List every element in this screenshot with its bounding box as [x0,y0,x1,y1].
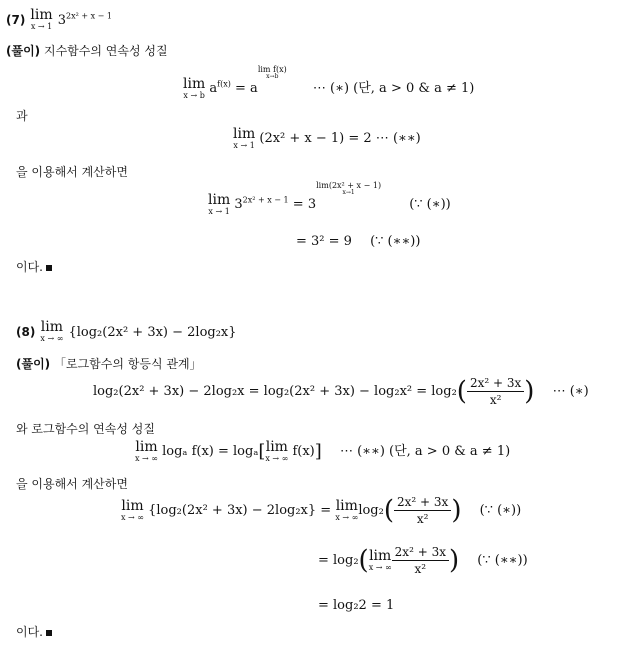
solution-title: 지수함수의 연속성 성질 [43,44,168,58]
problem-number: (8) [16,325,36,339]
equation-log-identity: log₂(2x² + 3x) − 2log₂x = log₂(2x² + 3x) − log₂x² = log₂( $\frac{\text{2x² + 3x}}{\text{x²}}$ ) ⋯ (∗) [93,376,589,407]
equation-compute-2: = 3² = 9 (∵ (∗∗)) [296,234,421,249]
problem-number: (7) [6,13,26,27]
connector-text: 와 로그함수의 연속성 성질 [16,422,155,436]
limit-operator: lim x → ∞ [40,319,64,343]
equation-exp-continuity: lim x → b $a^{f(x)} = a$ lim f(x) x→b ⋯ (∗) (단, a > 0 & a ≠ 1) [183,65,475,100]
solution-tag: (풀이) [16,357,51,371]
using-text: 을 이용해서 계산하면 [16,165,128,179]
equation-compute-1: lim x → ∞ {log₂(2x² + 3x) − 2log₂x} = lim x → ∞ log₂( $\frac{\text{2x² + 3x}}{\text{x²}}$ ) (∵ (∗)) [121,495,522,526]
solution-title: 「로그함수의 항등식 관계」 [53,357,202,371]
limit-expression: $3^{2x^2 + x - 1}$ [57,11,113,28]
equation-note: ⋯ (∗) (단, a > 0 & a ≠ 1) [312,81,475,96]
equation-log-continuity: lim x → ∞ logₐ f(x) = logₐ[ lim x → ∞ f(x)] ⋯ (∗∗) (단, a > 0 & a ≠ 1) [135,439,511,463]
solution-tag: (풀이) [6,44,41,58]
limit-expression: {log₂(2x² + 3x) − 2log₂x} [68,325,237,340]
end-statement: 이다. [16,258,52,275]
connector-text: 과 [16,109,28,123]
qed-square-icon [46,630,52,636]
problem-7-header [6,8,112,31]
qed-square-icon [46,265,52,271]
solution-7-heading [6,42,168,59]
limit-operator: lim x → 1 [30,7,53,31]
problem-8-header [16,320,237,343]
equation-compute-1: lim x → 1 $3^{2x^2 + x - 1} = 3$ lim(2x² + x − 1) x→1 (∵ (∗)) [208,181,451,216]
end-statement: 이다. [16,623,52,640]
equation-limit-value: lim x → 1 (2x² + x − 1) = 2 ⋯ (∗∗) [233,126,421,150]
using-text: 을 이용해서 계산하면 [16,477,128,491]
equation-compute-3: = log₂2 = 1 [318,598,395,613]
equation-compute-2: = log₂( lim x → ∞ $\frac{\text{2x² + 3x}}{\text{x²}}$ ) (∵ (∗∗)) [318,545,528,576]
solution-8-heading [16,355,202,372]
